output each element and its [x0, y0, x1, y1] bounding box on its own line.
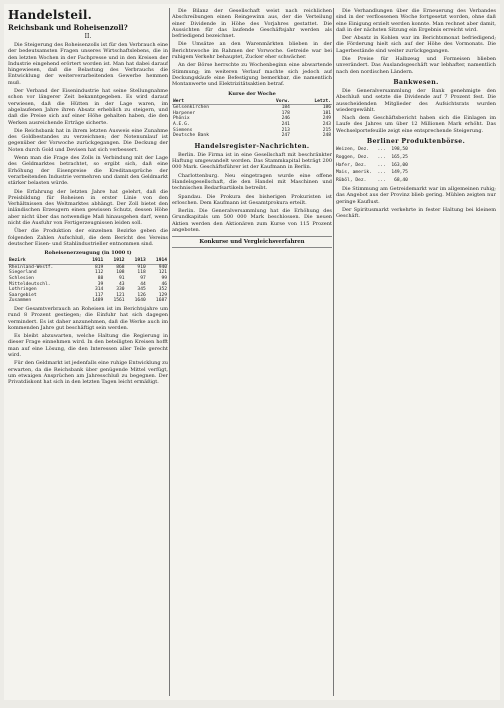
article-paragraph: Spandau. Die Prokura des bisherigen Prokuristen ist erloschen. Dem Kaufmann ist Gesamtprokura erteilt.	[172, 193, 332, 206]
table-cell: Harpener	[173, 110, 196, 116]
table-cell: Phönix	[173, 116, 190, 122]
article-paragraph: Die Generalversammlung der Bank genehmigte den Abschluß und setzte die Dividende auf 7 Prozent fest. Die ausscheidenden Mitglieder des Aufsichtsrats wurden wiedergewählt.	[336, 87, 496, 113]
table-cell: 184	[281, 105, 290, 111]
table-header: Wert	[172, 99, 256, 105]
section-heading: Handelsregister-Nachrichten.	[194, 142, 310, 150]
table-cell: 97	[140, 275, 146, 281]
table-cell: 43	[118, 281, 125, 287]
column-rule	[333, 8, 334, 696]
table-cell: 248	[322, 133, 331, 139]
table-header: 1914	[147, 258, 168, 264]
article-paragraph: Der Gesamtverbrauch an Roheisen ist im Berichtsjahre um rund 8 Prozent gestiegen; die Einfuhr hat sich dagegen vermindert. Es ist daher anzunehmen, daß die Werke auch im kommenden Jahre gut beschäftigt sein werden.	[8, 305, 168, 331]
article-paragraph: An der Börse herrschte zu Wochenbeginn eine abwartende Stimmung; im weiteren Verlauf machte sich jedoch auf Deckungskäufe eine Befestigung bemerkbar, die namentlich Montanwerte und Elektrizitätsaktien betraf.	[172, 62, 332, 88]
table-cell: 249	[322, 116, 331, 122]
table-cell: Siemens	[173, 127, 193, 133]
table-row	[8, 298, 168, 304]
section-heading: Bankwesen.	[393, 78, 439, 86]
table-cell: 129	[158, 292, 167, 298]
quotes-table	[172, 99, 332, 139]
table-cell: 215	[322, 127, 331, 133]
table-cell: 178	[281, 110, 290, 116]
table-cell: 186	[322, 105, 331, 111]
table-cell: 121	[116, 292, 125, 298]
table-header: Bezirk	[8, 258, 83, 264]
article-title: Reichsbank und Roheisenzoll?	[8, 23, 128, 32]
market-line: Mais, amerik. ... 149,75	[336, 170, 408, 176]
article-paragraph: Die Bilanz der Gesellschaft weist nach reichlichen Abschreibungen einen Reingewinn aus, der die Verteilung einer Dividende in Höhe des Vorjahres gestattet. Die Aussichten für das laufende Geschäftsjahr werden als befriedigend bezeichnet.	[172, 8, 332, 40]
table-caption: Roheisenerzeugung (in 1000 t)	[44, 250, 132, 257]
table-cell: Zusammen	[9, 298, 32, 304]
section-masthead: Handelsteil.	[8, 8, 93, 22]
article-paragraph: Der Spiritusmarkt verkehrte in fester Haltung bei kleinem Geschäft.	[336, 206, 496, 220]
table-cell: 108	[116, 270, 125, 276]
table-cell: 868	[116, 264, 125, 270]
article-paragraph: Die Verhandlungen über die Erneuerung des Verbandes sind in der verflossenen Woche fortgesetzt worden, ohne daß eine Einigung erzielt werden konnte. Man rechnet aber damit, daß in der nächsten Sitzung ein Ergebnis erreicht wird.	[336, 8, 496, 33]
table-cell: 213	[281, 127, 290, 133]
table-cell: 112	[94, 270, 104, 276]
table-header: Letzt.	[291, 99, 332, 105]
article-numeral: II.	[84, 33, 92, 40]
table-cell: 1640	[134, 298, 146, 304]
column-1	[8, 8, 168, 696]
table-header: 1912	[104, 258, 125, 264]
table-cell: A.E.G.	[173, 121, 190, 127]
table-cell: 181	[322, 110, 331, 116]
table-cell: 46	[161, 281, 167, 287]
table-cell: 88	[97, 275, 104, 281]
article-paragraph: Wenn man die Frage des Zolls in Verbindung mit der Lage des Geldmarktes betrachtet, so ergibt sich, daß eine Erhöhung der Eisenpreise die Kreditansprüche der verarbeitenden Industrie vermehren und damit den Geldmarkt stärker belasten würde.	[8, 155, 168, 187]
table-cell: 910	[137, 264, 146, 270]
table-cell: Gelsenkirchen	[173, 105, 209, 111]
notice-box: Konkurse und Vergleichsverfahren	[172, 236, 332, 248]
table-cell: 940	[158, 264, 167, 270]
article-paragraph: Berlin. Die Generalversammlung hat die Erhöhung des Grundkapitals um 500 000 Mark beschlossen. Die neuen Aktien werden den Aktionären zum Kurse von 115 Prozent angeboten.	[172, 208, 332, 233]
table-cell: 1687	[155, 298, 167, 304]
market-heading: Berliner Produktenbörse.	[366, 138, 466, 146]
table-cell: 819	[94, 264, 104, 270]
market-line: Rüböl, Dez. ... 68,40	[336, 178, 408, 184]
table-cell: 117	[94, 292, 104, 298]
table-cell: 330	[116, 287, 125, 293]
article-paragraph: Der Absatz in Kohlen war im Berichtsmonat befriedigend; die Förderung hielt sich auf der Höhe des Vormonats. Die Lagerbestände sind weiter zurückgegangen.	[336, 35, 496, 54]
article-paragraph: Für den Geldmarkt ist jedenfalls eine ruhige Entwicklung zu erwarten, da die Reichsbank über genügende Mittel verfügt, um etwaigen Ansprüchen am Jahresschluß zu begegnen. Der Privatdiskont hat sich in den letzten Tagen leicht ermäßigt.	[8, 360, 168, 386]
article-paragraph: Die Preise für Halbzeug und Formeisen blieben unverändert. Das Auslandsgeschäft war lebhafter, namentlich nach den nordischen Ländern.	[336, 56, 496, 75]
table-cell: 99	[161, 275, 167, 281]
table-header: 1913	[126, 258, 147, 264]
table-cell: 314	[94, 287, 104, 293]
article-paragraph: Die Reichsbank hat in ihrem letzten Ausweis eine Zunahme des Goldbestandes zu verzeichnen; der Notenumlauf ist gegenüber der Vorwoche zurückgegangen. Die Deckung der Noten durch Gold und Devisen hat sich verbessert.	[8, 127, 168, 153]
production-table	[8, 258, 168, 304]
article-paragraph: Über die Produktion der einzelnen Bezirke geben die folgenden Zahlen Aufschluß, die dem Bericht des Vereins deutscher Eisen- und Stahlindustrieller entnommen sind.	[8, 228, 168, 247]
market-line: Hafer, Dez. ... 163,00	[336, 162, 408, 168]
article-paragraph: Die Erfahrung der letzten Jahre hat gelehrt, daß die Preisbildung für Roheisen in erster Linie von den Verhältnissen des Weltmarktes abhängt. Der Zoll bietet den inländischen Erzeugern einen gewissen Schutz, dessen Höhe aber nicht über das notwendige Maß hinausgehen darf, wenn nicht die Ausfuhr von Fertigerzeugnissen leiden soll.	[8, 188, 168, 227]
table-cell: 44	[140, 281, 146, 287]
table-cell: 246	[281, 116, 290, 122]
article-paragraph: Es bleibt abzuwarten, welche Haltung die Regierung in dieser Frage einnehmen wird. In den beteiligten Kreisen hofft man auf eine Lösung, die den Interessen aller Teile gerecht wird.	[8, 333, 168, 359]
table-cell: 345	[137, 287, 146, 293]
table-cell: 118	[137, 270, 146, 276]
table-cell: 247	[281, 133, 290, 139]
table-row	[172, 133, 332, 139]
table-cell: 39	[97, 281, 104, 287]
article-paragraph: Die Steigerung des Roheisenzolls ist für den Verbrauch eine der bedeutsamsten Fragen unseres Wirtschaftslebens, die in den letzten Wochen in der Fachpresse und in den Kreisen der Industrie eingehend erörtert worden ist. Man hat dabei darauf hingewiesen, daß die Belastung des Verbrauchs die Entwicklung der weiterverarbeitenden Gewerbe hemmen muß.	[8, 42, 168, 86]
table-cell: 352	[158, 287, 167, 293]
table-cell: Saargebiet	[9, 292, 37, 298]
article-paragraph: Der Verband der Eisenindustrie hat seine Stellungnahme schon vor längerer Zeit bekanntgegeben. Es wird darauf verwiesen, daß die Hütten in der Lage waren, im abgelaufenen Jahre ihren Absatz erheblich zu steigern, und daß die Preise sich auf einer Höhe gehalten haben, die den Werken ausreichende Erträge sicherte.	[8, 88, 168, 126]
table-cell: 126	[137, 292, 146, 298]
article-paragraph: Charlottenburg. Neu eingetragen wurde eine offene Handelsgesellschaft, die den Handel mit Maschinen und technischen Bedarfsartikeln betreibt.	[172, 172, 332, 192]
table-cell: Rheinland-Westf.	[9, 264, 54, 270]
table-cell: 241	[281, 121, 290, 127]
article-paragraph: Die Umsätze an den Warenmärkten blieben in der Berichtswoche im Rahmen der Vorwoche. Getreide war bei ruhigem Verkehr behauptet, Zucker eher schwächer.	[172, 41, 332, 61]
column-3	[336, 8, 496, 696]
market-line: Roggen, Dez. ... 165,25	[336, 154, 408, 160]
article-paragraph: Nach dem Geschäftsbericht haben sich die Einlagen im Laufe des Jahres um über 12 Millionen Mark erhöht. Das Wechselportefeuille zeigt eine entsprechende Steigerung.	[336, 115, 496, 134]
article-paragraph: Berlin. Die Firma ist in eine Gesellschaft mit beschränkter Haftung umgewandelt worden. Das Stammkapital beträgt 200 000 Mark. Geschäftsführer ist der Kaufmann in Berlin.	[172, 151, 332, 171]
table-cell: Deutsche Bank	[173, 133, 209, 139]
table-cell: 121	[158, 270, 167, 276]
column-2	[172, 8, 332, 696]
table-cell: 91	[118, 275, 125, 281]
newspaper-page	[4, 4, 500, 700]
table-header: Vorw.	[256, 99, 291, 105]
table-header: 1911	[83, 258, 104, 264]
table-cell: Mitteldeutschl.	[9, 281, 51, 287]
table-cell: 243	[322, 121, 331, 127]
table-cell: Siegerland	[9, 270, 37, 276]
table-cell: Schlesien	[9, 275, 34, 281]
table-cell: Lothringen	[9, 287, 37, 293]
market-line: Weizen, Dez. ... 198,50	[336, 147, 408, 153]
table-cell: 1489	[92, 298, 104, 304]
table-caption: Kurse der Woche	[228, 90, 276, 97]
column-rule	[169, 8, 170, 696]
table-cell: 1561	[113, 298, 125, 304]
article-paragraph: Die Stimmung am Getreidemarkt war im allgemeinen ruhig; das Angebot aus der Provinz blieb gering. Mühlen zeigten nur geringe Kauflust.	[336, 186, 496, 205]
